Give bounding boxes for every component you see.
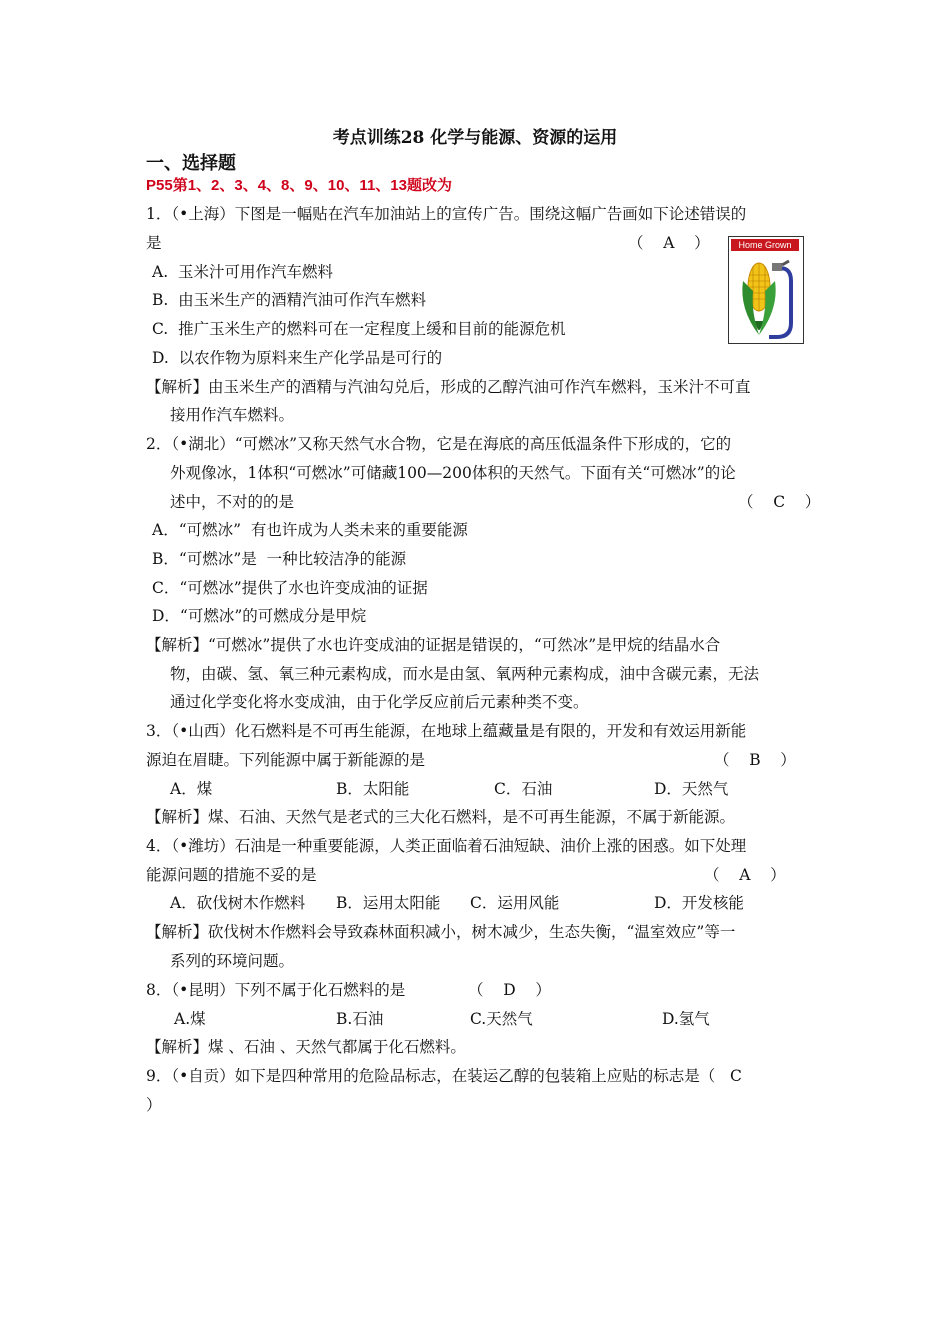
q4-option-d: D．开发核能: [654, 894, 744, 912]
q1-option-d: D. 以农作物为原料来生产化学品是可行的: [152, 349, 443, 367]
q1-answer: （ A ）: [628, 234, 710, 252]
q3-stem-line2: 源迫在眉睫。下列能源中属于新能源的是: [146, 751, 426, 769]
q9-stem-line2: ）: [146, 1096, 162, 1114]
page-title: 考点训练28 化学与能源、资源的运用: [332, 128, 618, 148]
q8-option-c: C.天然气: [470, 1010, 533, 1028]
q2-option-d: D．“可燃冰”的可燃成分是甲烷: [152, 607, 367, 625]
q4-answer: （ A ）: [704, 866, 786, 884]
q2-stem-line3: 述中，不对的的是: [170, 493, 295, 511]
q2-answer: （ C ）: [738, 493, 821, 511]
q3-option-b: B．太阳能: [336, 780, 410, 798]
q3-analysis-line1: 【解析】煤、石油、天然气是老式的三大化石燃料，是不可再生能源，不属于新能源。: [146, 808, 736, 826]
q1-analysis-line2: 接用作汽车燃料。: [170, 406, 295, 424]
q2-option-a: A．“可燃冰” 有也许成为人类未来的重要能源: [152, 521, 468, 539]
q4-stem-line1: 4．（•潍坊）石油是一种重要能源，人类正面临着石油短缺、油价上涨的困惑。如下处理: [146, 837, 747, 855]
q8-answer: （ D ）: [468, 981, 551, 999]
q2-stem-line2: 外观像冰，1体积“可燃冰”可储藏100—200体积的天然气。下面有关“可燃冰”的论: [170, 464, 736, 482]
corn-fuel-nozzle-icon: [729, 251, 803, 343]
q1-option-c: C. 推广玉米生产的燃料可在一定程度上缓和目前的能源危机: [152, 320, 566, 338]
q1-stem-line2: 是: [146, 234, 162, 252]
q4-option-a: A．砍伐树木作燃料: [170, 894, 306, 912]
q4-option-c: C．运用风能: [470, 894, 560, 912]
home-grown-ad-image: [728, 236, 804, 344]
ad-label: Home Grown: [731, 239, 799, 251]
q2-option-b: B．“可燃冰”是 一种比较洁净的能源: [152, 550, 407, 568]
q9-stem-line1: 9．（•自贡）如下是四种常用的危险品标志，在装运乙醇的包装箱上应贴的标志是（ C: [146, 1067, 742, 1085]
q8-analysis-line1: 【解析】煤 、石油 、天然气都属于化石燃料。: [146, 1038, 466, 1056]
q1-option-b: B. 由玉米生产的酒精汽油可作汽车燃料: [152, 291, 427, 309]
q3-stem-line1: 3．（•山西）化石燃料是不可再生能源，在地球上蕴藏量是有限的，开发和有效运用新能: [146, 722, 747, 740]
q2-option-c: C．“可燃冰”提供了水也许变成油的证据: [152, 579, 428, 597]
assignment-note: P55第1、2、3、4、8、9、10、11、13题改为: [146, 177, 452, 194]
section-heading: 一、选择题: [146, 153, 236, 174]
q1-analysis-line1: 【解析】由玉米生产的酒精与汽油勾兑后，形成的乙醇汽油可作汽车燃料，玉米汁不可直: [146, 378, 751, 396]
q1-stem-line1: 1．（•上海）下图是一幅贴在汽车加油站上的宣传广告。围绕这幅广告画如下论述错误的: [146, 205, 747, 223]
q3-option-c: C．石油: [494, 780, 553, 798]
q3-option-d: D．天然气: [654, 780, 729, 798]
q3-option-a: A．煤: [170, 780, 213, 798]
q2-analysis-line1: 【解析】“可燃冰”提供了水也许变成油的证据是错误的，“可然冰”是甲烷的结晶水合: [146, 636, 721, 654]
q2-analysis-line3: 通过化学变化将水变成油，由于化学反应前后元素种类不变。: [170, 693, 589, 711]
q8-option-a: A.煤: [174, 1010, 206, 1028]
q4-option-b: B．运用太阳能: [336, 894, 441, 912]
q2-analysis-line2: 物，由碳、氢、氧三种元素构成，而水是由氢、氧两种元素构成，油中含碳元素，无法: [170, 665, 760, 683]
q8-option-d: D.氢气: [662, 1010, 710, 1028]
q4-analysis-line1: 【解析】砍伐树木作燃料会导致森林面积减小，树木减少，生态失衡，“温室效应”等一: [146, 923, 736, 941]
q8-option-b: B.石油: [336, 1010, 384, 1028]
q4-stem-line2: 能源问题的措施不妥的是: [146, 866, 317, 884]
q8-stem-line1: 8．（•昆明）下列不属于化石燃料的是: [146, 981, 406, 999]
q3-answer: （ B ）: [714, 751, 796, 769]
q2-stem-line1: 2．（•湖北）“可燃冰”又称天然气水合物，它是在海底的高压低温条件下形成的，它的: [146, 435, 732, 453]
q4-analysis-line2: 系列的环境问题。: [170, 952, 295, 970]
q1-option-a: A. 玉米汁可用作汽车燃料: [152, 263, 333, 281]
